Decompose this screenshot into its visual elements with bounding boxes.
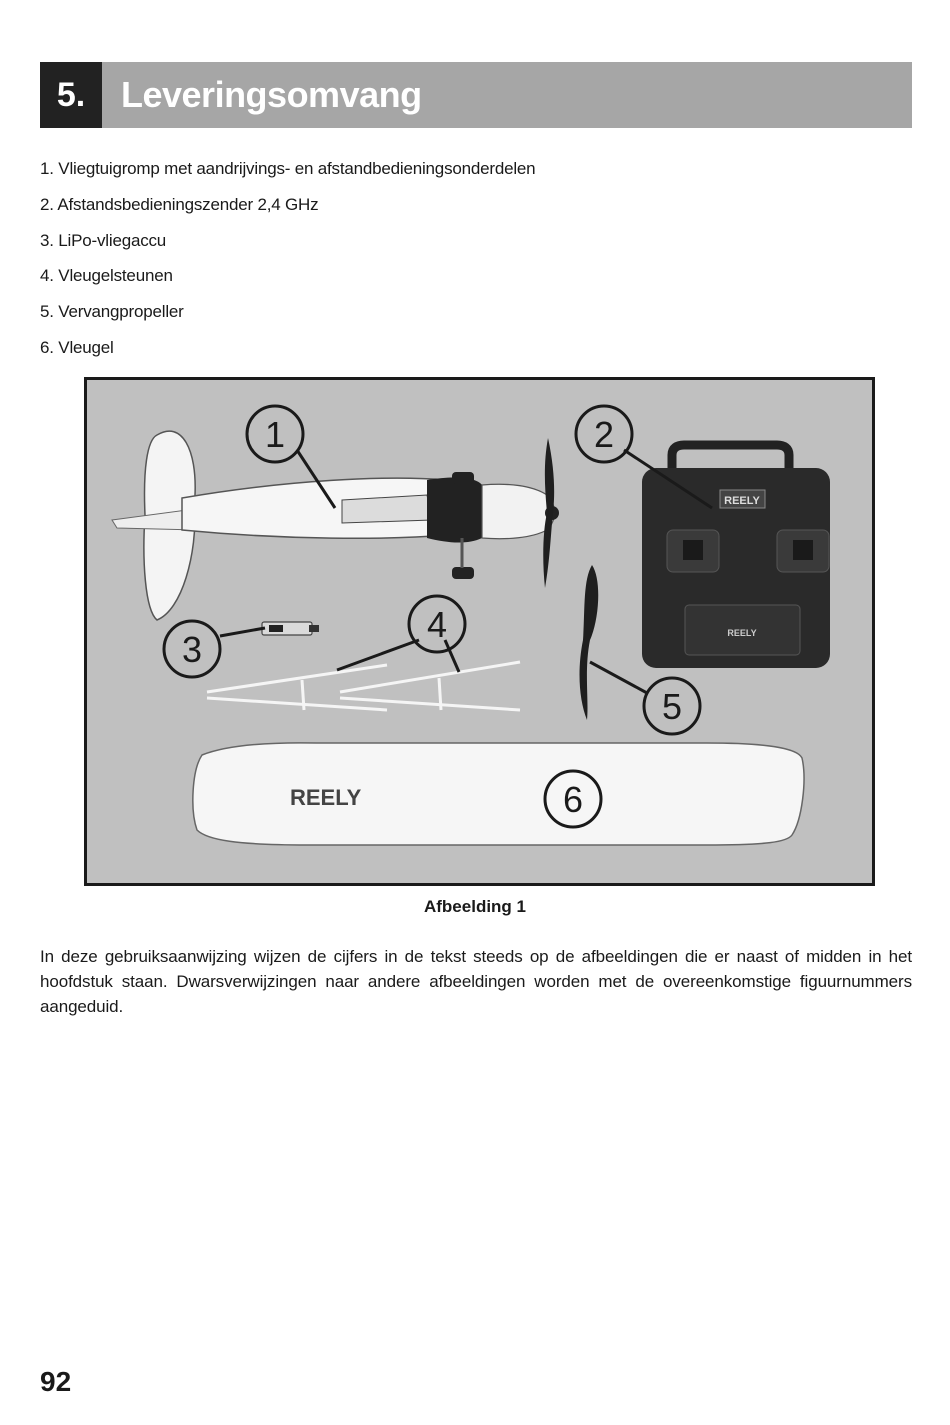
remote-transmitter bbox=[642, 445, 830, 668]
section-number: 5. bbox=[40, 62, 102, 128]
svg-text:4: 4 bbox=[426, 604, 448, 645]
list-item: 5. Vervangpropeller bbox=[40, 302, 184, 322]
list-item: 3. LiPo-vliegaccu bbox=[40, 230, 167, 250]
svg-text:3: 3 bbox=[181, 629, 203, 670]
figure-caption: Afbeelding 1 bbox=[423, 897, 526, 916]
list-item: 1. Vliegtuigromp met aandrijvings- en afstandbedieningsonderdelen bbox=[40, 159, 536, 178]
lipo-battery bbox=[262, 622, 319, 635]
svg-text:1: 1 bbox=[264, 414, 286, 455]
svg-text:6: 6 bbox=[562, 779, 584, 820]
svg-text:REELY: REELY bbox=[290, 785, 362, 810]
delivery-contents-list bbox=[40, 155, 535, 370]
section-title: Leveringsomvang bbox=[121, 74, 422, 115]
svg-text:REELY: REELY bbox=[724, 495, 760, 507]
list-item: 2. Afstandsbedieningszender 2,4 GHz bbox=[40, 194, 319, 214]
body-paragraph: In deze gebruiksaanwijzing wijzen de cijfers in de tekst steeds op de afbeeldingen die er naast of midden in het hoofdstuk staan. Dwarsverwijzingen naar andere afbeeldingen worden met de overeenkomstige figuurnummers aangeduid. bbox=[40, 947, 912, 1016]
svg-text:REELY: REELY bbox=[727, 628, 757, 638]
page-number: 92 bbox=[40, 1366, 72, 1397]
svg-text:2: 2 bbox=[593, 414, 615, 455]
main-wing bbox=[193, 743, 804, 845]
list-item: 4. Vleugelsteunen bbox=[40, 266, 173, 286]
svg-text:5: 5 bbox=[661, 686, 683, 727]
section-header bbox=[40, 62, 912, 128]
product-photo bbox=[84, 377, 875, 886]
list-item: 6. Vleugel bbox=[40, 337, 114, 357]
